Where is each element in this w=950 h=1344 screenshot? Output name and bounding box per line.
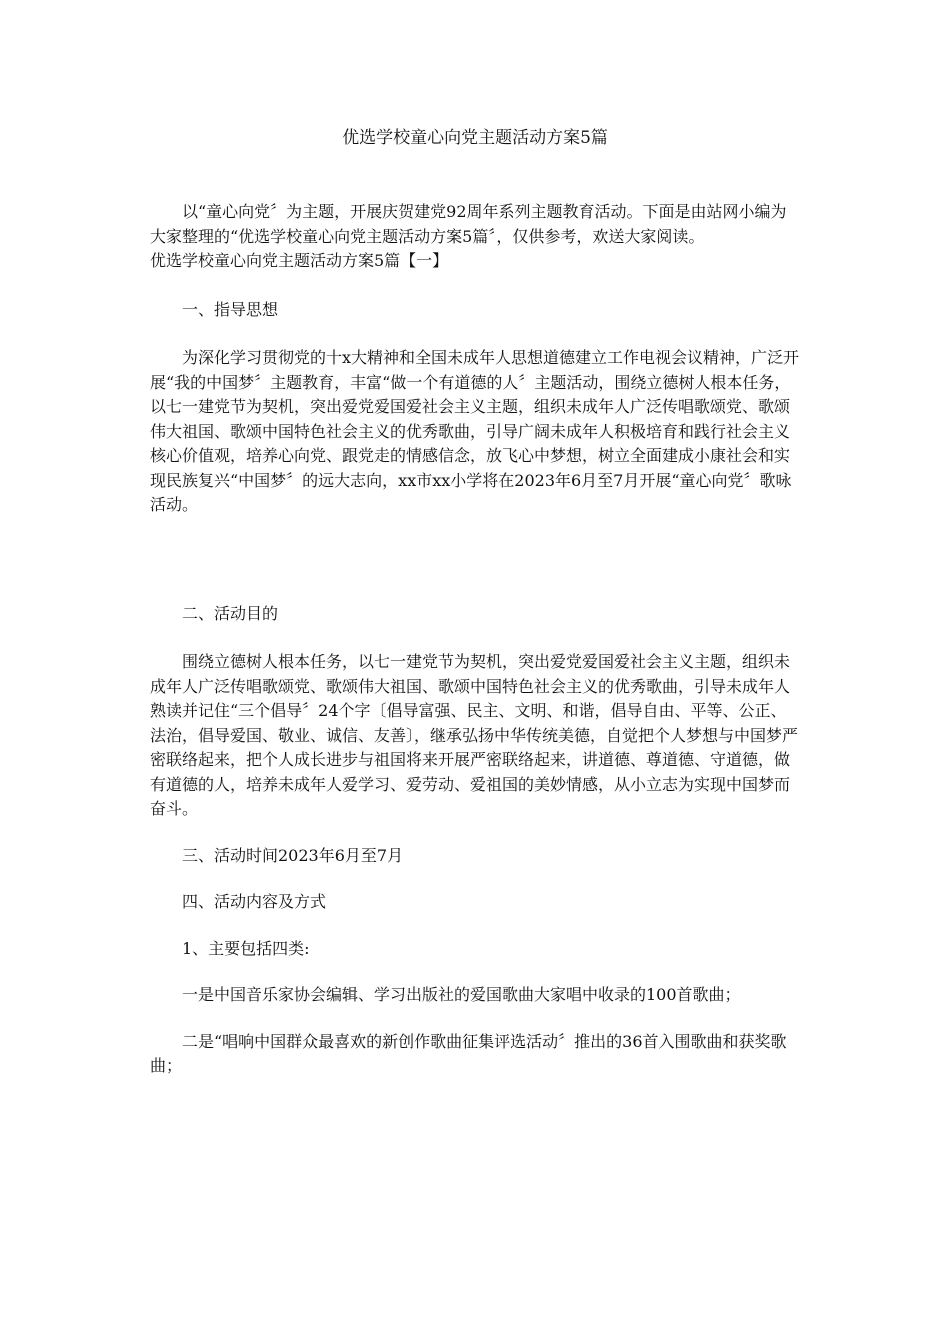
content-item-second-category: 二是“唱响中国群众最喜欢的新创作歌曲征集评选活动〞推出的36首入围歌曲和获奖歌曲； — [150, 1031, 787, 1075]
document-body — [150, 200, 802, 1079]
intro-paragraph: 以“童心向党〞为主题，开展庆贺建党92周年系列主题教育活动。下面是由站网小编为大家整理的“优选学校童心向党主题活动方案5篇〞，仅供参考，欢送大家阅读。 — [150, 202, 787, 246]
activity-purpose-paragraph: 围绕立德树人根本任务，以七一建党节为契机，突出爱党爱国爱社会主义主题，组织未成年人广泛传唱歌颂党、歌颂伟大祖国、歌颂中国特色社会主义的优秀歌曲，引导未成年人熟读并记住“三个倡导〞24个字〔倡导富强、民主、文明、和谐，倡导自由、平等、公正、法治，倡导爱国、敬业、诚信、友善〕，继承弘扬中华传统美德，自觉把个人梦想与中国梦严密联络起来，把个人成长进步与祖国将来开展严密联络起来，讲道德、尊道德、守道德，做有道德的人，培养未成年人爱学习、爱劳动、爱祖国的美妙情感，从小立志为实现中国梦而奋斗。 — [150, 652, 799, 818]
heading-guiding-ideology: 一、指导思想 — [182, 299, 279, 319]
heading-activity-content: 四、活动内容及方式 — [182, 892, 327, 911]
content-item-first-category: 一是中国音乐家协会编辑、学习出版社的爱国歌曲大家唱中收录的100首歌曲； — [182, 985, 741, 1004]
guiding-ideology-paragraph: 为深化学习贯彻党的十x大精神和全国未成年人思想道德建立工作电视会议精神，广泛开展“我的中国梦〞主题教育，丰富“做一个有道德的人〞主题活动，围绕立德树人根本任务，以七一建党节为契机，突出爱党爱国爱社会主义主题，组织未成年人广泛传唱歌颂党、歌颂伟大祖国、歌颂中国特色社会主义的优秀歌曲，引导广阔未成年人积极培育和践行社会主义核心价值观，培养心向党、跟党走的情感信念，放飞心中梦想，树立全面建成小康社会和实现民族复兴“中国梦〞的远大志向，xx市xx小学将在2023年6月至7月开展“童心向党〞歌咏活动。 — [150, 348, 800, 514]
section-heading-part-one: 优选学校童心向党主题活动方案5篇【一】 — [150, 251, 449, 270]
content-item-1: 1、主要包括四类: — [182, 938, 310, 958]
heading-activity-purpose: 二、活动目的 — [182, 603, 279, 623]
document-title: 优选学校童心向党主题活动方案5篇 — [342, 128, 608, 148]
activity-time-line: 三、活动时间2023年6月至7月 — [182, 845, 404, 865]
